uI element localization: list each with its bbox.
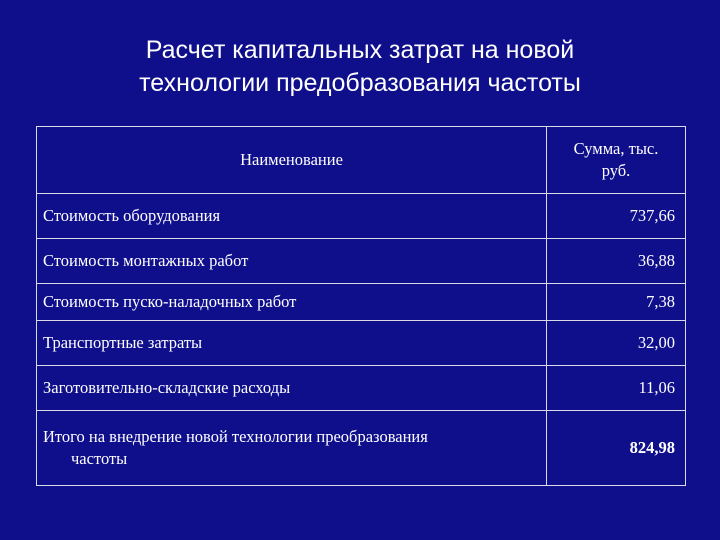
slide-title [60,34,660,100]
row-value: 36,88 [547,239,686,284]
table-row [37,321,686,366]
table-row [37,239,686,284]
header-sum-line-1: Сумма, тыс. [573,139,659,158]
header-sum [547,127,686,194]
header-name: Наименование [37,127,547,194]
row-value: 7,38 [547,284,686,321]
row-value: 32,00 [547,321,686,366]
row-name: Транспортные затраты [37,321,547,366]
capital-cost-table [36,126,686,486]
table-row [37,284,686,321]
table-header-row [37,127,686,194]
row-name: Стоимость пуско-наладочных работ [37,284,547,321]
slide-title-line-2: технологии предобразования частоты [139,69,581,97]
total-name [37,411,547,486]
row-name: Стоимость монтажных работ [37,239,547,284]
total-name-line-2: частоты [71,449,128,468]
row-value: 737,66 [547,194,686,239]
total-value: 824,98 [547,411,686,486]
header-sum-line-2: руб. [601,161,631,180]
total-name-line-1: Итого на внедрение новой технологии преобразования [43,427,428,446]
slide-title-line-1: Расчет капитальных затрат на новой [145,36,575,64]
table-total-row [37,411,686,486]
row-name: Стоимость оборудования [37,194,547,239]
table-row [37,194,686,239]
table-row [37,366,686,411]
row-name: Заготовительно-складские расходы [37,366,547,411]
row-value: 11,06 [547,366,686,411]
